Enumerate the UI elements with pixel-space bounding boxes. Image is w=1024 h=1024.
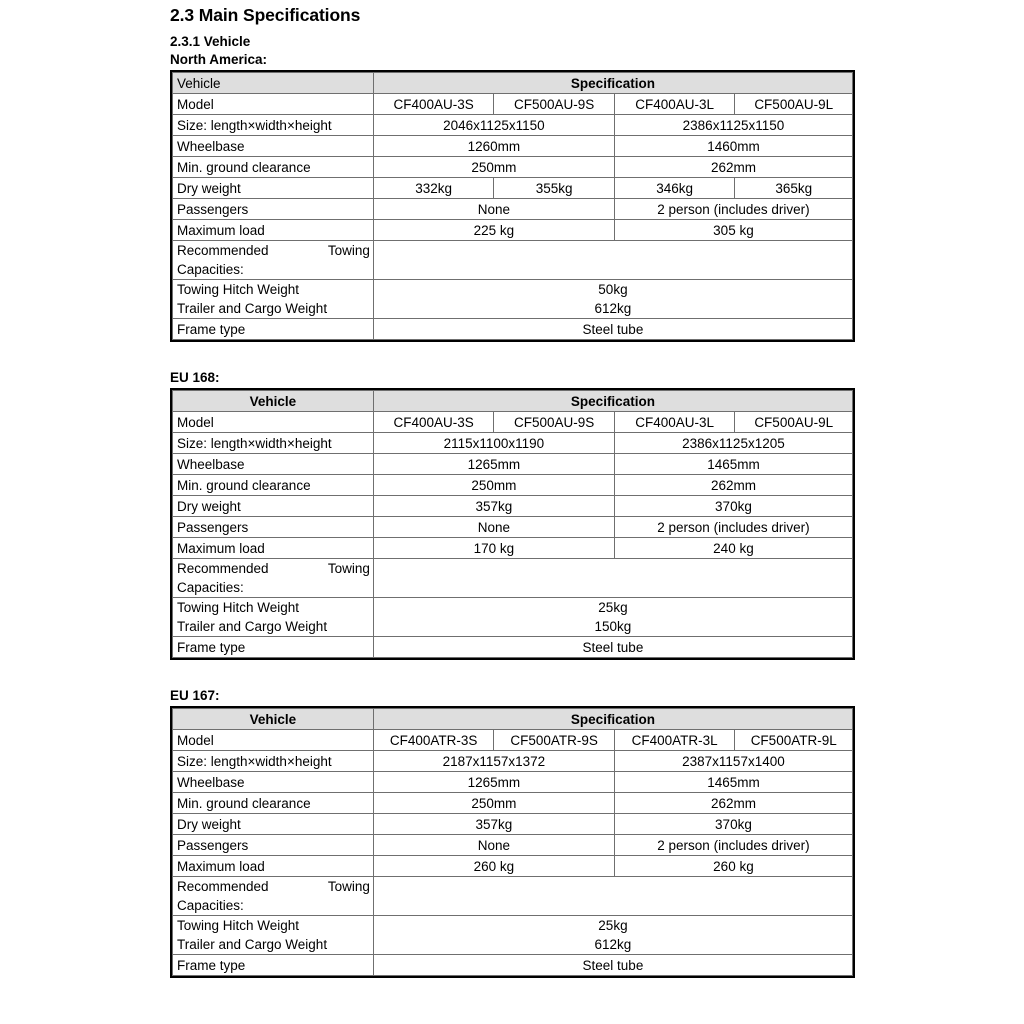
- row-label-frame-type: Frame type: [173, 637, 374, 658]
- cell-model-2: CF500ATR-9S: [494, 730, 615, 751]
- table-row: [173, 709, 853, 730]
- cell-size-long: 2386x1125x1150: [614, 115, 852, 136]
- cell-towing-weights: [373, 598, 852, 637]
- table-row: [173, 94, 853, 115]
- cell-model-2: CF500AU-9S: [494, 94, 615, 115]
- cell-model-1: CF400ATR-3S: [373, 730, 494, 751]
- table-row: [173, 220, 853, 241]
- cell-size-short: 2187x1157x1372: [373, 751, 614, 772]
- cell-max-load-short: 260 kg: [373, 856, 614, 877]
- header-vehicle: Vehicle: [173, 391, 374, 412]
- cell-model-4: CF500AU-9L: [735, 94, 853, 115]
- cell-wheelbase-long: 1465mm: [614, 772, 852, 793]
- cell-passengers-long: 2 person (includes driver): [614, 199, 852, 220]
- cell-frame-type: Steel tube: [373, 319, 852, 340]
- cell-wheelbase-short: 1265mm: [373, 772, 614, 793]
- table-row: [173, 433, 853, 454]
- header-specification: Specification: [373, 709, 852, 730]
- table-row: [173, 856, 853, 877]
- row-label-passengers: Passengers: [173, 835, 374, 856]
- towing-capacities-line1: Recommended Towing: [177, 879, 370, 894]
- row-label-ground-clearance: Min. ground clearance: [173, 157, 374, 178]
- table-row: [173, 241, 853, 280]
- cell-passengers-short: None: [373, 199, 614, 220]
- towing-hitch-weight-label: Towing Hitch Weight: [177, 600, 300, 615]
- header-specification: Specification: [373, 391, 852, 412]
- cell-dry-weight-2: 355kg: [494, 178, 615, 199]
- table-row: [173, 319, 853, 340]
- trailer-cargo-weight-value: 612kg: [594, 937, 632, 952]
- row-label-size: Size: length×width×height: [173, 115, 374, 136]
- row-label-dry-weight: Dry weight: [173, 496, 374, 517]
- cell-wheelbase-long: 1460mm: [614, 136, 852, 157]
- row-label-model: Model: [173, 94, 374, 115]
- cell-size-short: 2115x1100x1190: [373, 433, 614, 454]
- row-label-size: Size: length×width×height: [173, 751, 374, 772]
- cell-clearance-short: 250mm: [373, 475, 614, 496]
- table-row: [173, 391, 853, 412]
- towing-capacities-line2: Capacities:: [177, 898, 244, 913]
- row-label-passengers: Passengers: [173, 199, 374, 220]
- row-label-wheelbase: Wheelbase: [173, 136, 374, 157]
- document-content: [170, 0, 851, 983]
- cell-towing-capacities-empty: [373, 241, 852, 280]
- table-row: [173, 454, 853, 475]
- cell-size-long: 2387x1157x1400: [614, 751, 852, 772]
- table-row: [173, 955, 853, 976]
- table-row: [173, 178, 853, 199]
- row-label-towing-weights: [173, 598, 374, 637]
- cell-towing-weights: [373, 916, 852, 955]
- table-row: [173, 772, 853, 793]
- cell-frame-type: Steel tube: [373, 637, 852, 658]
- towing-capacities-line1: Recommended Towing: [177, 561, 370, 576]
- table-row: [173, 199, 853, 220]
- table-row: [173, 559, 853, 598]
- table-row: [173, 157, 853, 178]
- row-label-passengers: Passengers: [173, 517, 374, 538]
- cell-size-short: 2046x1125x1150: [373, 115, 614, 136]
- cell-max-load-long: 305 kg: [614, 220, 852, 241]
- row-label-towing-capacities: [173, 877, 374, 916]
- cell-size-long: 2386x1125x1205: [614, 433, 852, 454]
- table-row: [173, 598, 853, 637]
- towing-capacities-line2: Capacities:: [177, 580, 244, 595]
- cell-passengers-long: 2 person (includes driver): [614, 835, 852, 856]
- trailer-cargo-weight-label: Trailer and Cargo Weight: [177, 937, 328, 952]
- row-label-frame-type: Frame type: [173, 955, 374, 976]
- cell-max-load-short: 225 kg: [373, 220, 614, 241]
- towing-hitch-weight-label: Towing Hitch Weight: [177, 282, 300, 297]
- cell-passengers-long: 2 person (includes driver): [614, 517, 852, 538]
- cell-model-2: CF500AU-9S: [494, 412, 615, 433]
- page-title: 2.3 Main Specifications: [170, 5, 361, 25]
- cell-clearance-short: 250mm: [373, 157, 614, 178]
- towing-capacities-line1: Recommended Towing: [177, 243, 370, 258]
- cell-clearance-long: 262mm: [614, 475, 852, 496]
- cell-clearance-long: 262mm: [614, 793, 852, 814]
- towing-hitch-weight-value: 50kg: [598, 282, 628, 297]
- cell-model-1: CF400AU-3S: [373, 412, 494, 433]
- cell-towing-capacities-empty: [373, 559, 852, 598]
- cell-clearance-short: 250mm: [373, 793, 614, 814]
- towing-hitch-weight-value: 25kg: [598, 600, 628, 615]
- cell-frame-type: Steel tube: [373, 955, 852, 976]
- spec-table-north-america: [172, 72, 853, 340]
- cell-clearance-long: 262mm: [614, 157, 852, 178]
- header-specification: Specification: [373, 73, 852, 94]
- row-label-ground-clearance: Min. ground clearance: [173, 475, 374, 496]
- cell-wheelbase-short: 1265mm: [373, 454, 614, 475]
- row-label-wheelbase: Wheelbase: [173, 772, 374, 793]
- row-label-dry-weight: Dry weight: [173, 814, 374, 835]
- cell-model-1: CF400AU-3S: [373, 94, 494, 115]
- cell-dry-weight-long: 370kg: [614, 814, 852, 835]
- table-row: [173, 730, 853, 751]
- table-row: [173, 916, 853, 955]
- table-row: [173, 412, 853, 433]
- table-row: [173, 136, 853, 157]
- row-label-max-load: Maximum load: [173, 538, 374, 559]
- cell-max-load-long: 240 kg: [614, 538, 852, 559]
- cell-passengers-short: None: [373, 835, 614, 856]
- table-row: [173, 475, 853, 496]
- table-caption-eu-167: EU 167:: [170, 688, 220, 703]
- subsection-title: 2.3.1 Vehicle: [170, 34, 251, 49]
- row-label-towing-capacities: [173, 559, 374, 598]
- cell-model-4: CF500AU-9L: [735, 412, 853, 433]
- cell-model-3: CF400AU-3L: [614, 412, 735, 433]
- table-row: [173, 877, 853, 916]
- table-row: [173, 814, 853, 835]
- table-row: [173, 73, 853, 94]
- cell-model-3: CF400AU-3L: [614, 94, 735, 115]
- row-label-dry-weight: Dry weight: [173, 178, 374, 199]
- trailer-cargo-weight-label: Trailer and Cargo Weight: [177, 301, 328, 316]
- cell-max-load-short: 170 kg: [373, 538, 614, 559]
- cell-model-4: CF500ATR-9L: [735, 730, 853, 751]
- table-frame-eu-168: [170, 388, 855, 660]
- table-caption-north-america: North America:: [170, 52, 268, 67]
- cell-dry-weight-4: 365kg: [735, 178, 853, 199]
- trailer-cargo-weight-value: 612kg: [594, 301, 632, 316]
- table-row: [173, 793, 853, 814]
- cell-passengers-short: None: [373, 517, 614, 538]
- cell-max-load-long: 260 kg: [614, 856, 852, 877]
- cell-model-3: CF400ATR-3L: [614, 730, 735, 751]
- header-vehicle: Vehicle: [173, 73, 374, 94]
- spec-table-eu-167: [172, 708, 853, 976]
- row-label-model: Model: [173, 730, 374, 751]
- table-row: [173, 751, 853, 772]
- table-row: [173, 835, 853, 856]
- cell-wheelbase-short: 1260mm: [373, 136, 614, 157]
- row-label-size: Size: length×width×height: [173, 433, 374, 454]
- table-frame-eu-167: [170, 706, 855, 978]
- row-label-towing-capacities: [173, 241, 374, 280]
- row-label-towing-weights: [173, 916, 374, 955]
- cell-towing-weights: [373, 280, 852, 319]
- row-label-towing-weights: [173, 280, 374, 319]
- table-row: [173, 517, 853, 538]
- cell-towing-capacities-empty: [373, 877, 852, 916]
- row-label-ground-clearance: Min. ground clearance: [173, 793, 374, 814]
- cell-dry-weight-short: 357kg: [373, 496, 614, 517]
- spec-table-eu-168: [172, 390, 853, 658]
- table-caption-eu-168: EU 168:: [170, 370, 220, 385]
- row-label-max-load: Maximum load: [173, 856, 374, 877]
- header-vehicle: Vehicle: [173, 709, 374, 730]
- row-label-max-load: Maximum load: [173, 220, 374, 241]
- cell-dry-weight-1: 332kg: [373, 178, 494, 199]
- table-row: [173, 637, 853, 658]
- cell-wheelbase-long: 1465mm: [614, 454, 852, 475]
- table-frame-north-america: [170, 70, 855, 342]
- towing-hitch-weight-value: 25kg: [598, 918, 628, 933]
- row-label-model: Model: [173, 412, 374, 433]
- cell-dry-weight-3: 346kg: [614, 178, 735, 199]
- cell-dry-weight-long: 370kg: [614, 496, 852, 517]
- trailer-cargo-weight-label: Trailer and Cargo Weight: [177, 619, 328, 634]
- table-row: [173, 115, 853, 136]
- towing-capacities-line2: Capacities:: [177, 262, 244, 277]
- row-label-wheelbase: Wheelbase: [173, 454, 374, 475]
- cell-dry-weight-short: 357kg: [373, 814, 614, 835]
- towing-hitch-weight-label: Towing Hitch Weight: [177, 918, 300, 933]
- table-row: [173, 496, 853, 517]
- trailer-cargo-weight-value: 150kg: [594, 619, 632, 634]
- table-row: [173, 538, 853, 559]
- table-row: [173, 280, 853, 319]
- row-label-frame-type: Frame type: [173, 319, 374, 340]
